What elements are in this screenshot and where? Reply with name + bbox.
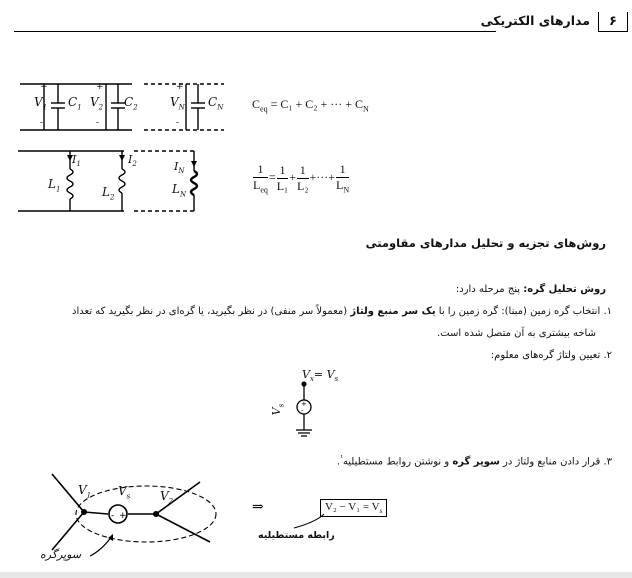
cap-v1-label: $V_1$ [34, 95, 48, 112]
cap-plus-1: + [40, 82, 48, 92]
capacitor-formula: $C_{eq} = C_1 + C_2$ + ··· + $C_N$ [252, 97, 369, 114]
ind-in-label: $I_N$ [174, 160, 185, 176]
section-heading: روش‌های تجزیه و تحلیل مدارهای مقاومتی [365, 236, 606, 250]
implies-arrow: ⇒ [252, 499, 264, 515]
cap-cn-label: $C_N$ [208, 95, 224, 112]
supernode-label: سوپرگره [40, 548, 82, 561]
known-node-figure [284, 376, 344, 446]
fig3-vs-label: $V_s$ [118, 484, 131, 501]
cap-plus-2: + [96, 82, 104, 92]
chapter-title: مدارهای الکتریکی [480, 13, 590, 28]
svg-text:+: + [119, 511, 127, 521]
ind-l1-label: $L_1$ [48, 177, 61, 194]
cap-minus-1: - [40, 118, 44, 128]
ind-l2-label: $L_2$ [102, 185, 115, 202]
page-bottom-bar [0, 572, 632, 578]
chapter-number: ۶ [598, 12, 628, 32]
header-rule [14, 31, 496, 32]
cap-c2-label: $C_2$ [124, 95, 138, 112]
inductor-formula: $\frac{1}{L_{eq}}$ = $\frac{1}{\text{L₁}}$ + $\frac{1}{\text{L₂}}$ +···+ $\frac{1}{L_N}$ [253, 162, 350, 195]
ind-ln-label: $L_N$ [172, 182, 187, 199]
svg-text:-: - [301, 407, 304, 415]
cap-c1-label: $C_1$ [68, 95, 82, 112]
step-2: ۲. تعیین ولتاژ گره‌های معلوم: [490, 350, 612, 361]
inductor-circuit [14, 145, 214, 217]
step-1: ۱. انتخاب گره زمین (مبنا): گره زمین را با یک سر منبع ولتاژ (معمولاً سر منفی) در نظر بگیرید، یا گره‌ای در نظر بگیرید که تعداد [72, 306, 612, 317]
svg-text:+: + [301, 400, 307, 408]
cap-minus-2: - [96, 118, 100, 128]
supernode-relation-box: $V_2 - V_1 = V_s$ [320, 499, 387, 517]
cap-v2-label: $V_2$ [90, 95, 104, 112]
vx-equals-vs: $V_x= V_s$ [302, 368, 339, 384]
step-1-line2: شاخه بیشتری به آن متصل شده است. [436, 328, 596, 339]
ind-i2-label: $I_2$ [128, 153, 137, 169]
method-intro: روش تحلیل گره: پنج مرحله دارد: [455, 284, 606, 295]
cap-plus-n: + [176, 82, 184, 92]
relation-caption: رابطه مستطیلیه [258, 530, 335, 541]
fig2-vs-label: $V_s$ [270, 403, 286, 416]
fig3-v2-label: $V_2$ [160, 489, 174, 506]
fig3-v1-label: $V_1$ [78, 483, 92, 500]
svg-text:-: - [111, 511, 115, 521]
cap-vn-label: $V_N$ [170, 95, 185, 112]
ind-i1-label: $I_1$ [72, 153, 81, 169]
cap-minus-n: - [176, 118, 180, 128]
step-3: ۳. قرار دادن منابع ولتاژ در سوپر گره و نوشتن روابط مستطیلیه$^{^1}$. [336, 454, 612, 468]
